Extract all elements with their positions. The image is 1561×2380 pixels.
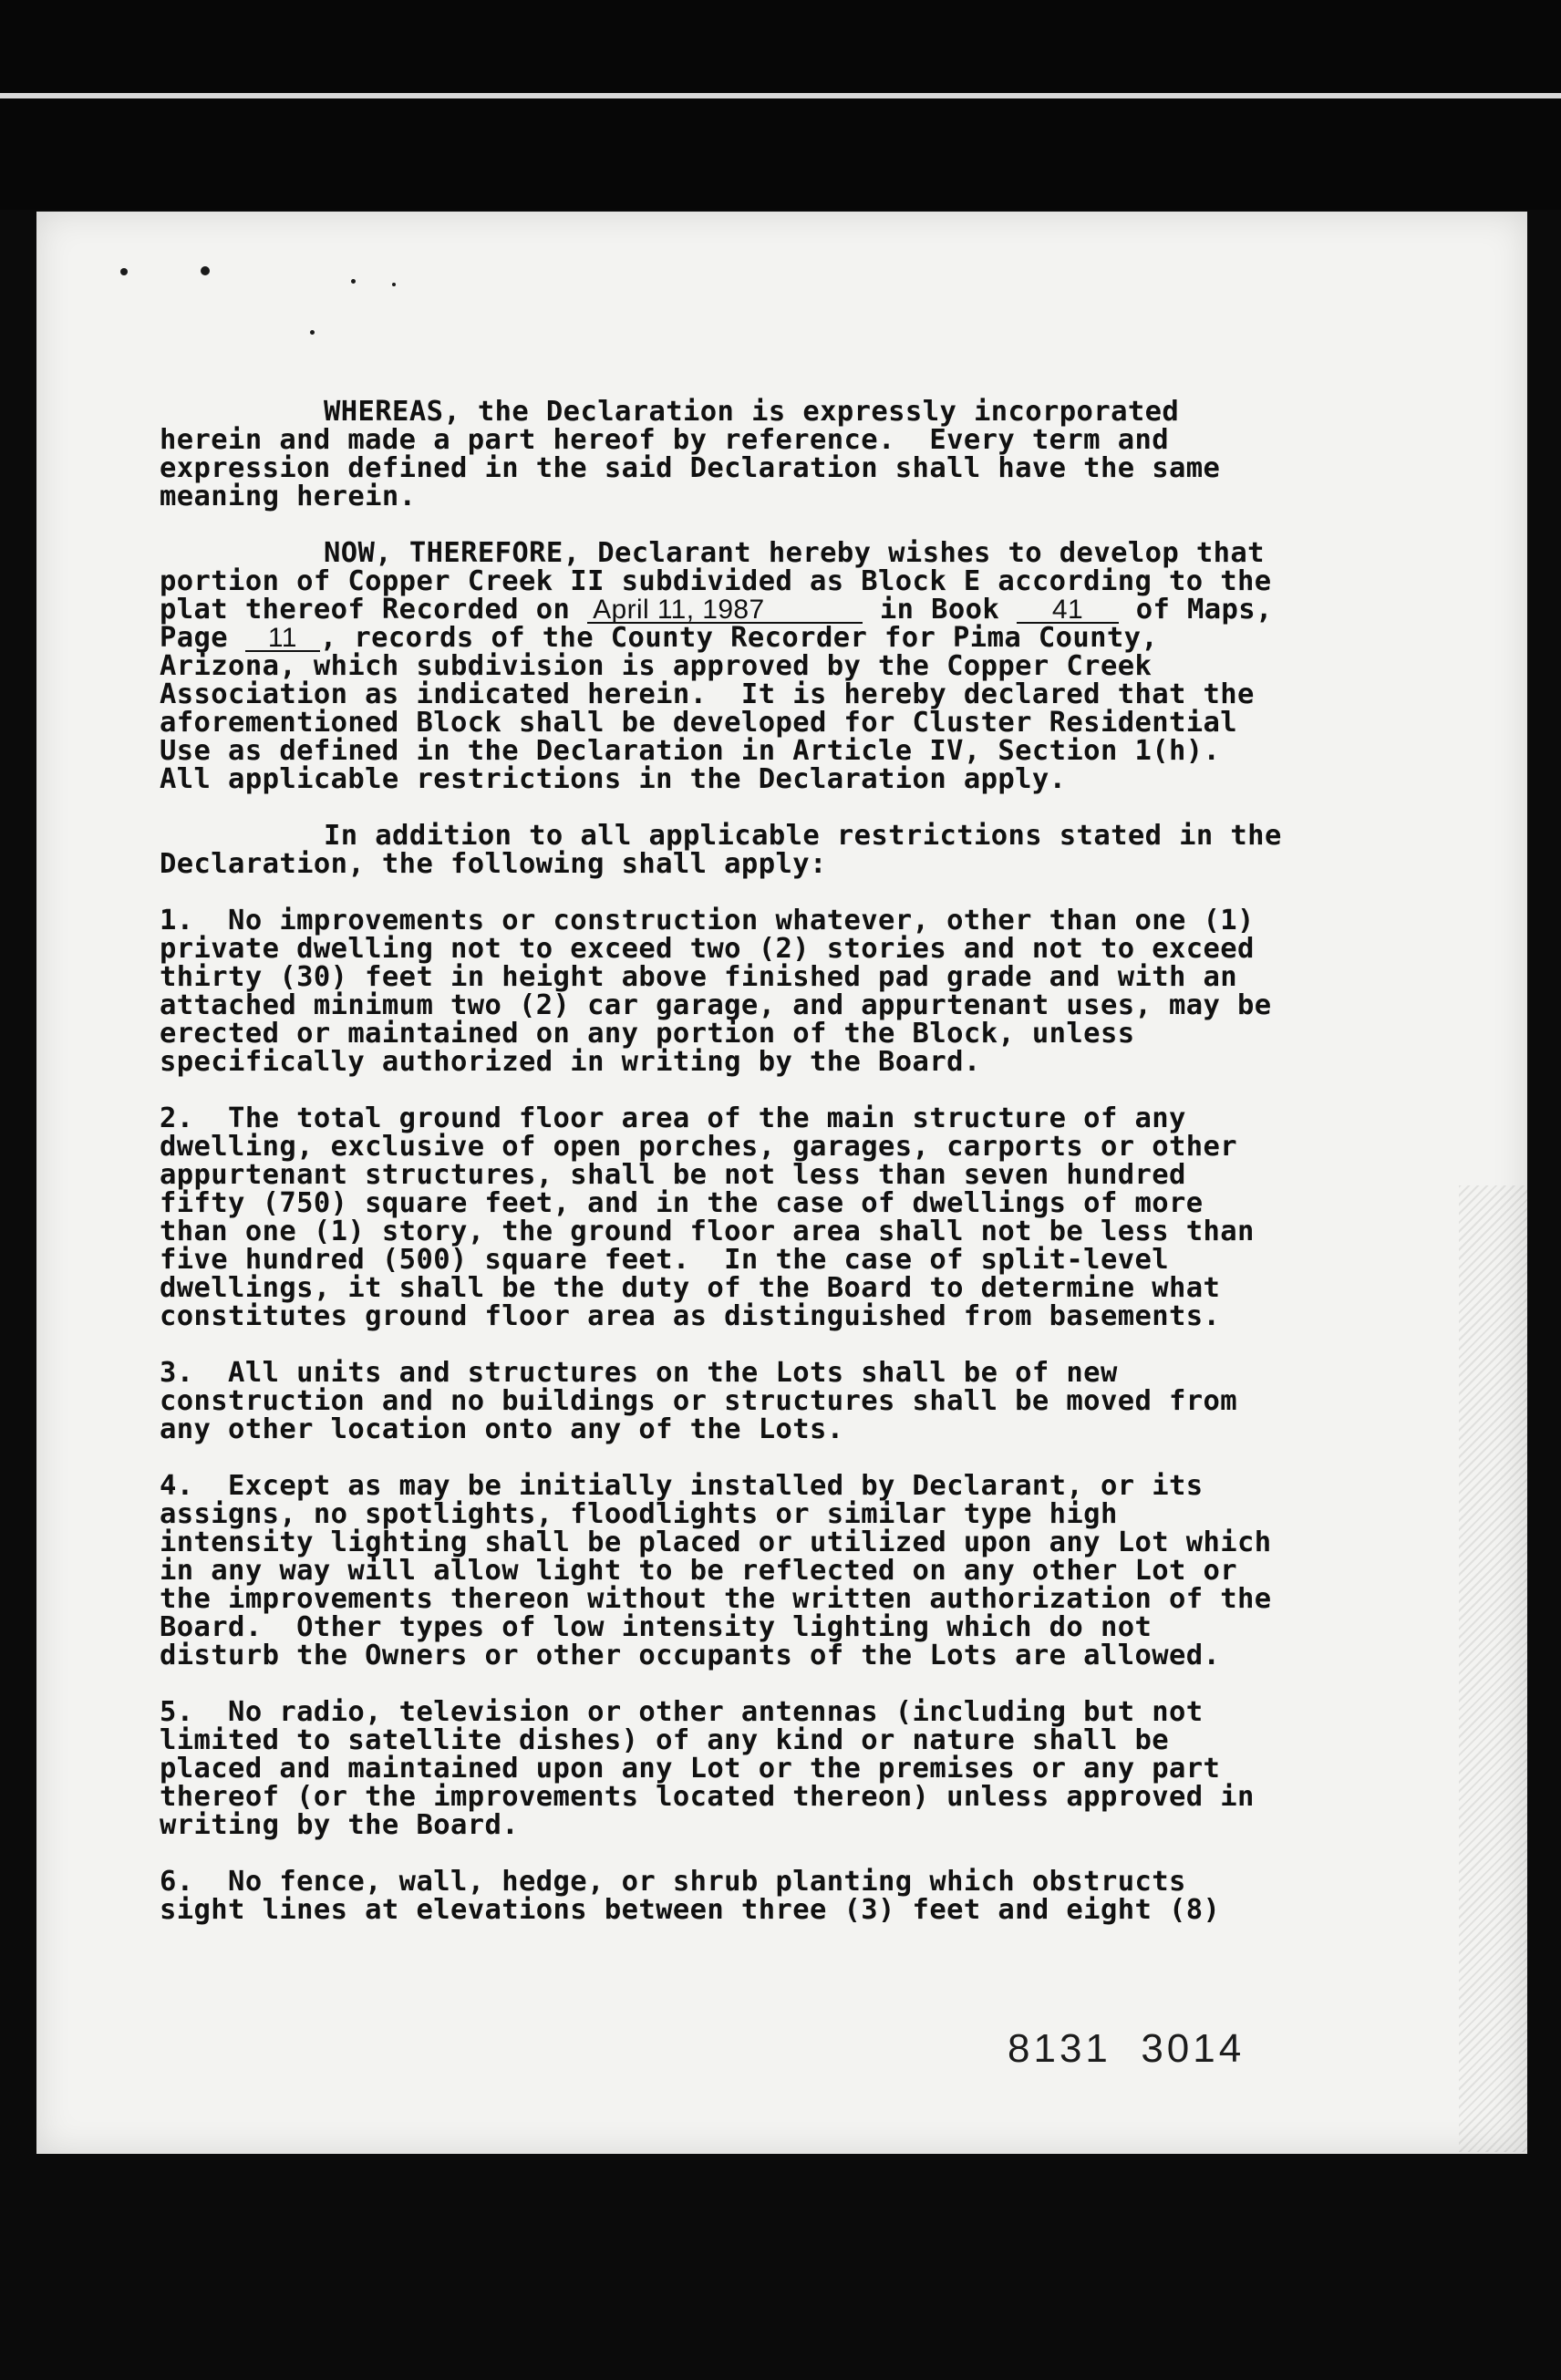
text-line: disturb the Owners or other occupants of the Lots are allowed.: [160, 1640, 1221, 1671]
scan-top-border: [0, 0, 1561, 210]
text-line: WHEREAS, the Declaration is expressly incorporated: [324, 396, 1180, 428]
text-line: 1. No improvements or construction whatever, other than one (1): [160, 905, 1255, 936]
text-line: thereof (or the improvements located thereon) unless approved in: [160, 1781, 1255, 1813]
scan-edge-noise: [1459, 1185, 1527, 2152]
text-line: five hundred (500) square feet. In the case of split-level: [160, 1244, 1169, 1276]
text-line: assigns, no spotlights, floodlights or similar type high: [160, 1498, 1118, 1530]
text-line: constitutes ground floor area as distinguished from basements.: [160, 1300, 1221, 1332]
text-line: 4. Except as may be initially installed by Declarant, or its: [160, 1470, 1204, 1502]
text-line: writing by the Board.: [160, 1809, 520, 1841]
text-line: 5. No radio, television or other antennas (including but not: [160, 1696, 1204, 1728]
text-line: Board. Other types of low intensity lighting which do not: [160, 1611, 1153, 1643]
text-line: 3. All units and structures on the Lots shall be of new: [160, 1357, 1118, 1389]
scan-speck: [201, 266, 210, 275]
recording-date-field: April 11, 1987: [587, 597, 863, 624]
text-line: intensity lighting shall be placed or utilized upon any Lot which: [160, 1526, 1272, 1558]
text-line: herein and made a part hereof by reference. Every term and: [160, 424, 1169, 456]
recording-number: 8131 3014: [1008, 2026, 1246, 2071]
text-line: In addition to all applicable restrictions stated in the: [324, 820, 1282, 852]
text-line: Use as defined in the Declaration in Article IV, Section 1(h).: [160, 735, 1221, 767]
plat-line-after: of Maps,: [1118, 594, 1273, 626]
restriction-item-1: [160, 906, 1336, 1076]
text-line: 2. The total ground floor area of the main structure of any: [160, 1102, 1186, 1134]
text-line: dwelling, exclusive of open porches, garages, carports or other: [160, 1131, 1238, 1163]
paragraph-in-addition: [160, 822, 1336, 878]
plat-line: [160, 595, 1336, 624]
page-line-before: Page: [160, 622, 245, 654]
text-line: private dwelling not to exceed two (2) stories and not to exceed: [160, 933, 1255, 965]
text-line: meaning herein.: [160, 481, 417, 512]
text-line: Arizona, which subdivision is approved by the Copper Creek: [160, 650, 1153, 682]
text-line: construction and no buildings or structures shall be moved from: [160, 1385, 1238, 1417]
text-line: specifically authorized in writing by the Board.: [160, 1046, 981, 1078]
scan-speck: [120, 268, 128, 275]
restriction-item-4: [160, 1472, 1336, 1670]
text-line: the improvements thereon without the written authorization of the: [160, 1583, 1272, 1615]
text-line: 6. No fence, wall, hedge, or shrub planting which obstructs: [160, 1866, 1186, 1898]
text-line: Declaration, the following shall apply:: [160, 848, 827, 880]
scan-speck: [392, 283, 396, 286]
paragraph-whereas: [160, 398, 1336, 511]
text-line: limited to satellite dishes) of any kind or nature shall be: [160, 1724, 1169, 1756]
text-line: thirty (30) feet in height above finished pad grade and with an: [160, 961, 1238, 993]
restriction-item-2: [160, 1104, 1336, 1330]
text-line: erected or maintained on any portion of the Block, unless: [160, 1018, 1135, 1050]
book-number-field: 41: [1017, 597, 1119, 624]
restriction-item-5: [160, 1698, 1336, 1839]
text-line: aforementioned Block shall be developed for Cluster Residential: [160, 707, 1238, 739]
page-number-field: 11: [245, 626, 320, 652]
text-line: NOW, THEREFORE, Declarant hereby wishes to develop that: [324, 537, 1265, 569]
scan-artifact-line: [0, 93, 1561, 98]
text-line: sight lines at elevations between three (3) feet and eight (8): [160, 1894, 1221, 1926]
text-line: in any way will allow light to be reflected on any other Lot or: [160, 1555, 1238, 1587]
restriction-item-6: [160, 1868, 1336, 1924]
text-line: fifty (750) square feet, and in the case of dwellings of more: [160, 1187, 1204, 1219]
text-line: any other location onto any of the Lots.: [160, 1413, 844, 1445]
text-line: attached minimum two (2) car garage, and appurtenant uses, may be: [160, 989, 1272, 1021]
document-body: [160, 398, 1336, 1952]
text-line: than one (1) story, the ground floor area shall not be less than: [160, 1216, 1255, 1247]
plat-line-before: plat thereof Recorded on: [160, 594, 588, 626]
page-line-after: , records of the County Recorder for Pima County,: [319, 622, 1159, 654]
text-line: Association as indicated herein. It is hereby declared that the: [160, 678, 1255, 710]
page-line: [160, 624, 1336, 652]
text-line: appurtenant structures, shall be not less than seven hundred: [160, 1159, 1186, 1191]
scan-speck: [351, 279, 356, 284]
text-line: placed and maintained upon any Lot or the premises or any part: [160, 1753, 1221, 1785]
scan-speck: [310, 330, 315, 335]
paragraph-now-therefore: [160, 539, 1336, 793]
plat-line-middle: in Book: [863, 594, 1017, 626]
text-line: All applicable restrictions in the Declaration apply.: [160, 763, 1067, 795]
text-line: dwellings, it shall be the duty of the Board to determine what: [160, 1272, 1221, 1304]
text-line: expression defined in the said Declaration shall have the same: [160, 452, 1221, 484]
restriction-item-3: [160, 1359, 1336, 1444]
text-line: portion of Copper Creek II subdivided as Block E according to the: [160, 565, 1272, 597]
